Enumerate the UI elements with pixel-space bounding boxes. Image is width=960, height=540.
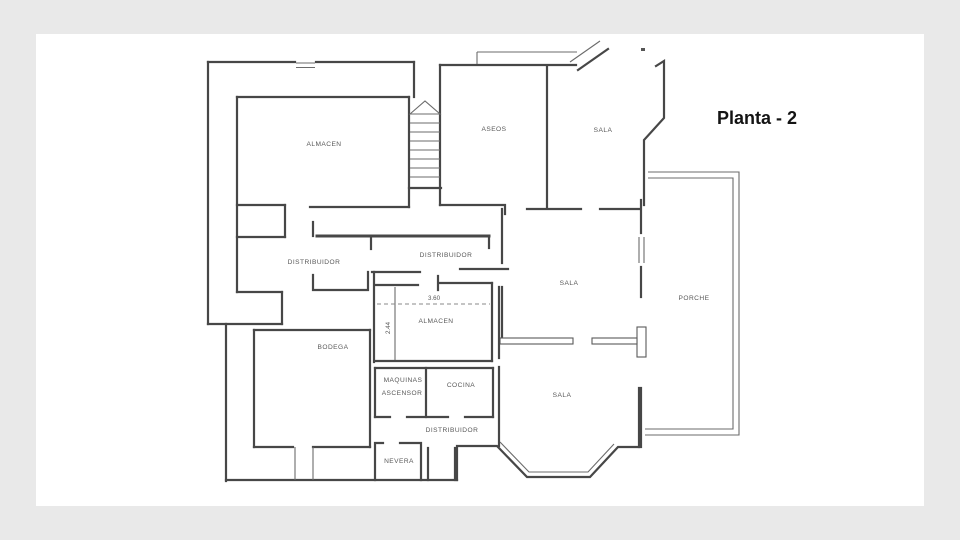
dimension-height-label: 2.44: [385, 321, 392, 335]
room-label-ascensor: ASCENSOR: [381, 390, 423, 397]
room-label-porche: PORCHE: [678, 295, 710, 302]
room-label-bodega: BODEGA: [317, 344, 349, 351]
room-label-distribuidor-left: DISTRIBUIDOR: [287, 259, 341, 266]
room-label-distribuidor-middle: DISTRIBUIDOR: [419, 252, 473, 259]
room-label-cocina: COCINA: [446, 382, 476, 389]
room-label-sala-top: SALA: [593, 127, 613, 134]
room-label-distribuidor-lower: DISTRIBUIDOR: [425, 427, 479, 434]
dimension-width-label: 3.60: [427, 295, 441, 302]
page-title: Planta - 2: [716, 108, 798, 128]
room-label-almacen-top-left: ALMACEN: [306, 141, 342, 148]
room-label-aseos: ASEOS: [481, 126, 507, 133]
room-label-maquinas: MAQUINAS: [383, 377, 423, 384]
room-label-sala-middle: SALA: [559, 280, 579, 287]
room-label-sala-bottom: SALA: [552, 392, 572, 399]
room-label-almacen-center: ALMACEN: [418, 318, 454, 325]
room-label-nevera: NEVERA: [384, 458, 414, 465]
